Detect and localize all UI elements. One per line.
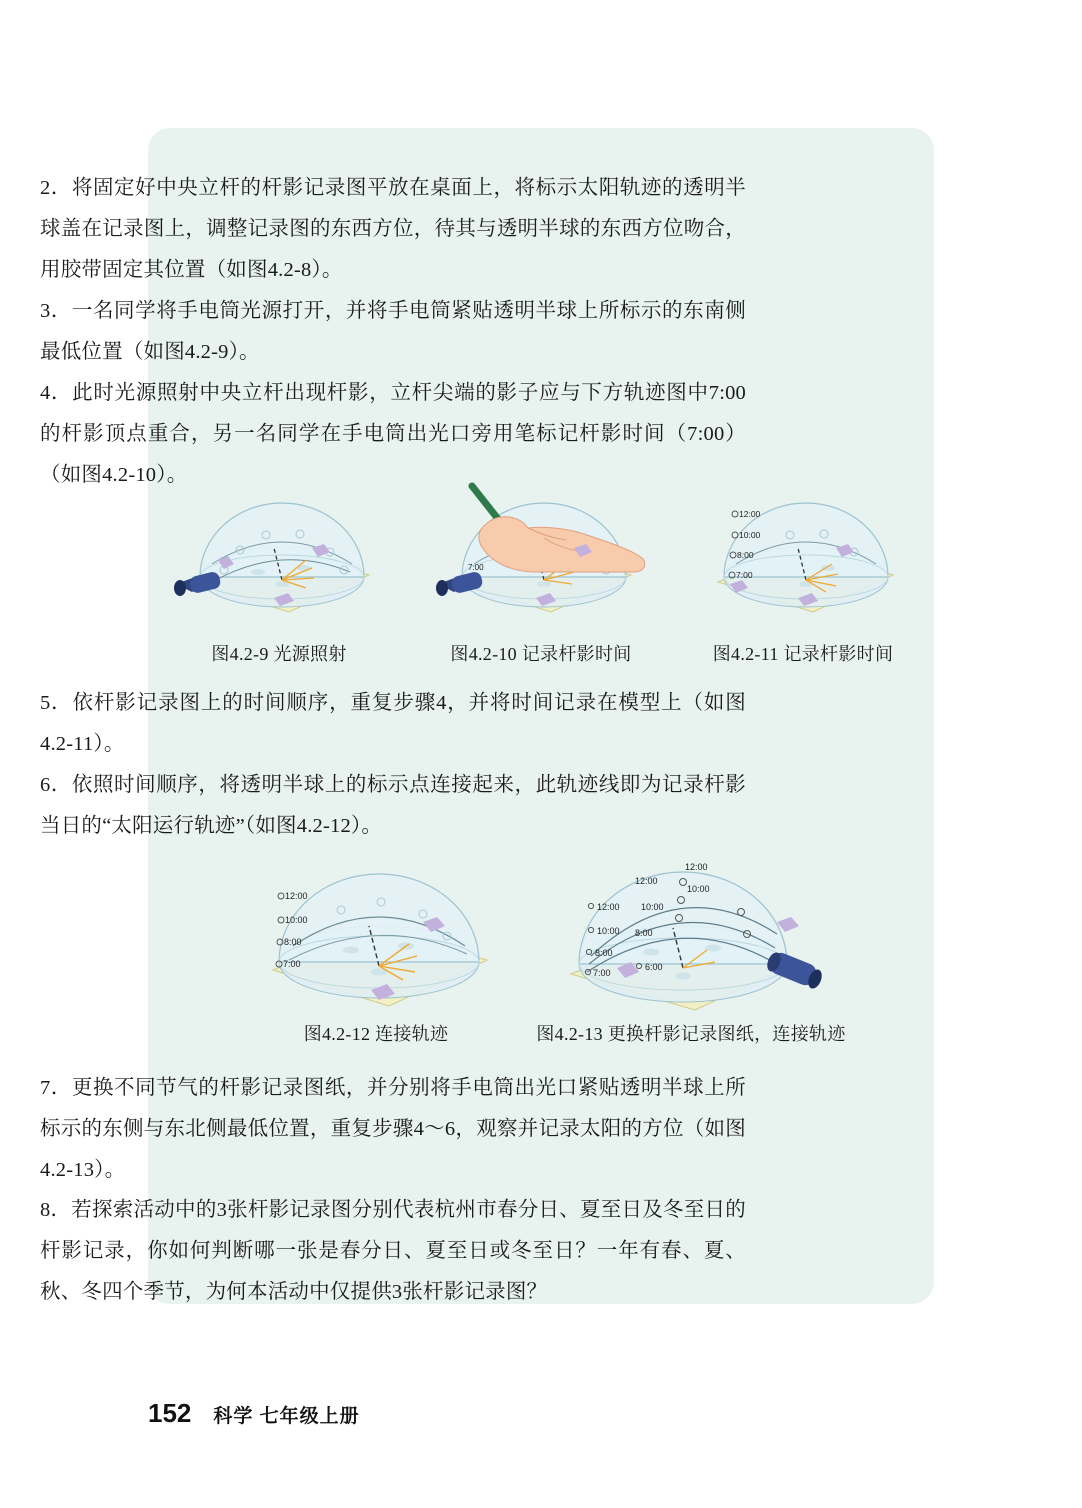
figure-4-2-13-illustration — [531, 838, 851, 1020]
figure-4-2-12-illustration — [231, 838, 521, 1020]
hand-with-pencil-icon — [472, 486, 645, 572]
caption-row-1 — [148, 640, 934, 666]
time-label-700: 7:00 — [736, 570, 753, 580]
time-label-800: 8:00 — [737, 550, 754, 560]
time-label-800: 8:00 — [284, 937, 302, 947]
paragraph-5: 5．依杆影记录图上的时间顺序，重复步骤4，并将时间记录在模型上（如图4.2-11）。 — [40, 692, 746, 755]
page-footer — [148, 1398, 360, 1429]
time-label-700: 7:00 — [468, 563, 484, 572]
footer-title: 科学 七年级上册 — [213, 1406, 360, 1427]
time-label-1000-a: 10:00 — [687, 884, 710, 894]
time-label-1200-c: 12:00 — [597, 902, 620, 912]
paragraph-7: 7．更换不同节气的杆影记录图纸，并分别将手电筒出光口紧贴透明半球上所标示的东侧与东北侧最低位置，重复步骤4～6，观察并记录太阳的方位（如图4.2-13）。 — [40, 1077, 746, 1181]
figure-4-2-12 — [226, 838, 526, 1020]
paragraph-3: 3．一名同学将手电筒光源打开，并将手电筒紧贴透明半球上所标示的东南侧最低位置（如图4.2-9）。 — [40, 300, 746, 363]
time-label-1000: 10:00 — [739, 530, 761, 540]
time-label-1000: 10:00 — [285, 915, 308, 925]
figure-4-2-11-illustration — [678, 472, 928, 624]
figure-row-1 — [148, 472, 934, 624]
time-label-700: 7:00 — [593, 968, 611, 978]
caption-4-2-13: 图4.2-13 更换杆影记录图纸，连接轨迹 — [536, 1024, 846, 1044]
time-label-800-b: 8:00 — [595, 948, 613, 958]
caption-4-2-11: 图4.2-11 记录杆影时间 — [712, 644, 894, 664]
paragraph-4: 4．此时光源照射中央立杆出现杆影，立杆尖端的影子应与下方轨迹图中7:00的杆影顶点重合，另一名同学在手电筒出光口旁用笔标记杆影时间（7:00）（如图4.2-10）。 — [40, 382, 746, 486]
time-label-700: 7:00 — [283, 959, 301, 969]
time-label-1000-b: 10:00 — [641, 902, 664, 912]
caption-4-2-12: 图4.2-12 连接轨迹 — [303, 1024, 449, 1044]
time-label-1000-c: 10:00 — [597, 926, 620, 936]
paragraph-6: 6．依照时间顺序，将透明半球上的标示点连接起来，此轨迹线即为记录杆影当日的“太阳运行轨迹”（如图4.2-12）。 — [40, 774, 746, 837]
time-label-800-a: 8:00 — [635, 928, 653, 938]
paragraph-2: 2．将固定好中央立杆的杆影记录图平放在桌面上，将标示太阳轨迹的透明半球盖在记录图上，调整记录图的东西方位，待其与透明半球的东西方位吻合，用胶带固定其位置（如图4.2-8）。 — [40, 177, 746, 281]
page-number: 152 — [148, 1398, 192, 1428]
flashlight-icon — [765, 950, 825, 991]
paragraph-8: 8．若探索活动中的3张杆影记录图分别代表杭州市春分日、夏至日及冬至日的杆影记录，你如何判断哪一张是春分日、夏至日或冬至日？一年有春、夏、秋、冬四个季节，为何本活动中仅提供3张杆影记录图？ — [40, 1199, 746, 1303]
caption-4-2-10: 图4.2-10 记录杆影时间 — [450, 644, 632, 664]
figure-4-2-11 — [672, 472, 934, 624]
caption-4-2-9: 图4.2-9 光源照射 — [211, 644, 347, 664]
figure-4-2-10 — [410, 472, 672, 624]
time-label-1200: 12:00 — [285, 891, 308, 901]
time-label-600: 6:00 — [645, 962, 663, 972]
figure-4-2-9 — [148, 472, 410, 624]
figure-4-2-9-illustration — [154, 472, 404, 624]
time-label-1200-b: 12:00 — [635, 876, 658, 886]
time-label-1200: 12:00 — [739, 509, 761, 519]
figure-4-2-13 — [526, 838, 856, 1020]
time-label-1200-a: 12:00 — [685, 862, 708, 872]
figure-row-2 — [198, 838, 884, 1020]
caption-row-2 — [198, 1020, 884, 1046]
figure-4-2-10-illustration — [416, 472, 666, 624]
